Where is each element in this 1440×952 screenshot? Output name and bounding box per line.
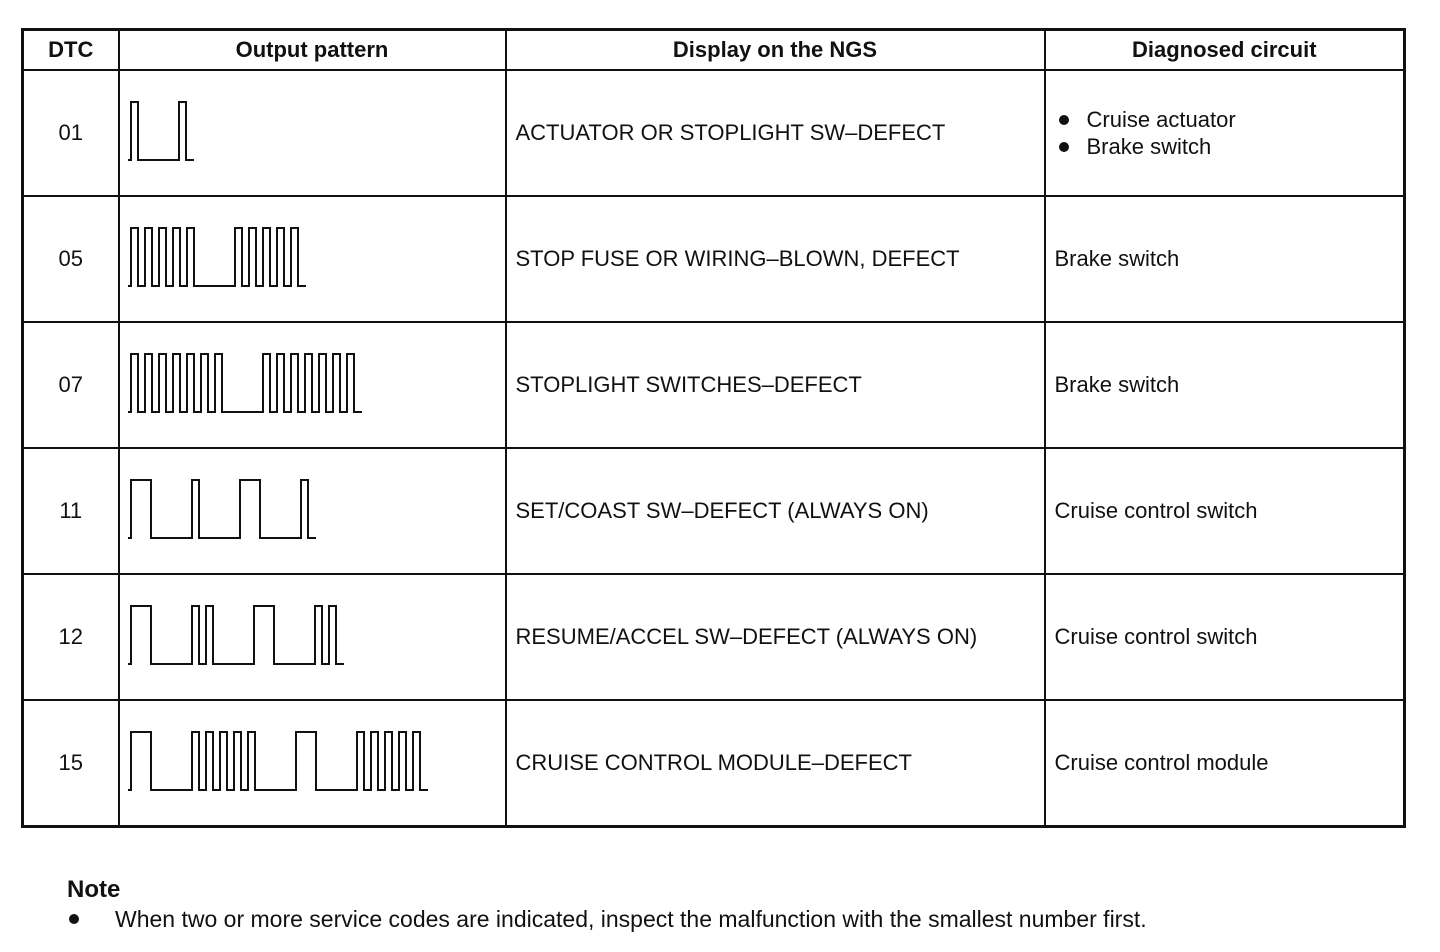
- pulse-waveform-line: [128, 354, 362, 412]
- note-item: [67, 904, 1397, 934]
- circuit-list: [1055, 106, 1404, 160]
- pulse-waveform-line: [128, 228, 306, 286]
- output-pattern-waveform: [126, 476, 486, 546]
- dtc-code: 01: [23, 70, 119, 196]
- header-dtc: DTC: [23, 30, 119, 71]
- table-row: [23, 448, 1405, 574]
- ngs-display-text: STOP FUSE OR WIRING–BLOWN, DEFECT: [506, 196, 1045, 322]
- output-pattern-waveform: [126, 728, 486, 798]
- ngs-display-text: ACTUATOR OR STOPLIGHT SW–DEFECT: [506, 70, 1045, 196]
- pulse-waveform-line: [128, 102, 194, 160]
- header-display: Display on the NGS: [506, 30, 1045, 71]
- diagnosed-circuit-cell: [1045, 70, 1405, 196]
- output-pattern-cell: [119, 70, 506, 196]
- bullet-icon: [69, 914, 79, 924]
- output-pattern-waveform: [126, 98, 486, 168]
- note-title: Note: [67, 876, 121, 903]
- circuit-name: Cruise control switch: [1054, 498, 1258, 523]
- diagnosed-circuit-cell: [1045, 322, 1405, 448]
- ngs-display-text: RESUME/ACCEL SW–DEFECT (ALWAYS ON): [506, 574, 1045, 700]
- note: [67, 876, 1397, 934]
- output-pattern-waveform: [126, 224, 486, 294]
- table-row: [23, 574, 1405, 700]
- diagnosed-circuit-cell: [1045, 574, 1405, 700]
- output-pattern-cell: [119, 448, 506, 574]
- output-pattern-cell: [119, 196, 506, 322]
- circuit-name: Brake switch: [1054, 246, 1180, 271]
- table-row: [23, 196, 1405, 322]
- table-row: [23, 70, 1405, 196]
- ngs-display-text: STOPLIGHT SWITCHES–DEFECT: [506, 322, 1045, 448]
- ngs-display-text: CRUISE CONTROL MODULE–DEFECT: [506, 700, 1045, 827]
- circuit-list-item: [1055, 106, 1404, 133]
- dtc-code: 07: [23, 322, 119, 448]
- pulse-waveform-line: [128, 480, 316, 538]
- header-diagnosed-circuit: Diagnosed circuit: [1045, 30, 1405, 71]
- dtc-code: 15: [23, 700, 119, 827]
- dtc-table-body: [23, 70, 1405, 827]
- ngs-display-text: SET/COAST SW–DEFECT (ALWAYS ON): [506, 448, 1045, 574]
- header-row: [23, 30, 1405, 71]
- pulse-waveform-line: [128, 606, 344, 664]
- circuit-name: Cruise actuator: [1086, 107, 1236, 132]
- diagnosed-circuit-cell: [1045, 196, 1405, 322]
- output-pattern-waveform: [126, 602, 486, 672]
- note-text: When two or more service codes are indicated, inspect the malfunction with the smallest number first.: [115, 906, 1147, 932]
- dtc-code: 11: [23, 448, 119, 574]
- diagnosed-circuit-cell: [1045, 700, 1405, 827]
- bullet-icon: [1059, 115, 1069, 125]
- dtc-code: 12: [23, 574, 119, 700]
- circuit-list-item: [1055, 133, 1404, 160]
- circuit-name: Cruise control module: [1054, 750, 1269, 775]
- pulse-waveform-line: [128, 732, 428, 790]
- circuit-name: Brake switch: [1054, 372, 1180, 397]
- output-pattern-cell: [119, 700, 506, 827]
- diagnosed-circuit-cell: [1045, 448, 1405, 574]
- dtc-code: 05: [23, 196, 119, 322]
- circuit-name: Cruise control switch: [1054, 624, 1258, 649]
- dtc-table: [21, 28, 1406, 828]
- output-pattern-waveform: [126, 350, 486, 420]
- bullet-icon: [1059, 142, 1069, 152]
- output-pattern-cell: [119, 322, 506, 448]
- header-output-pattern: Output pattern: [119, 30, 506, 71]
- table-row: [23, 322, 1405, 448]
- circuit-name: Brake switch: [1086, 134, 1212, 159]
- output-pattern-cell: [119, 574, 506, 700]
- table-row: [23, 700, 1405, 827]
